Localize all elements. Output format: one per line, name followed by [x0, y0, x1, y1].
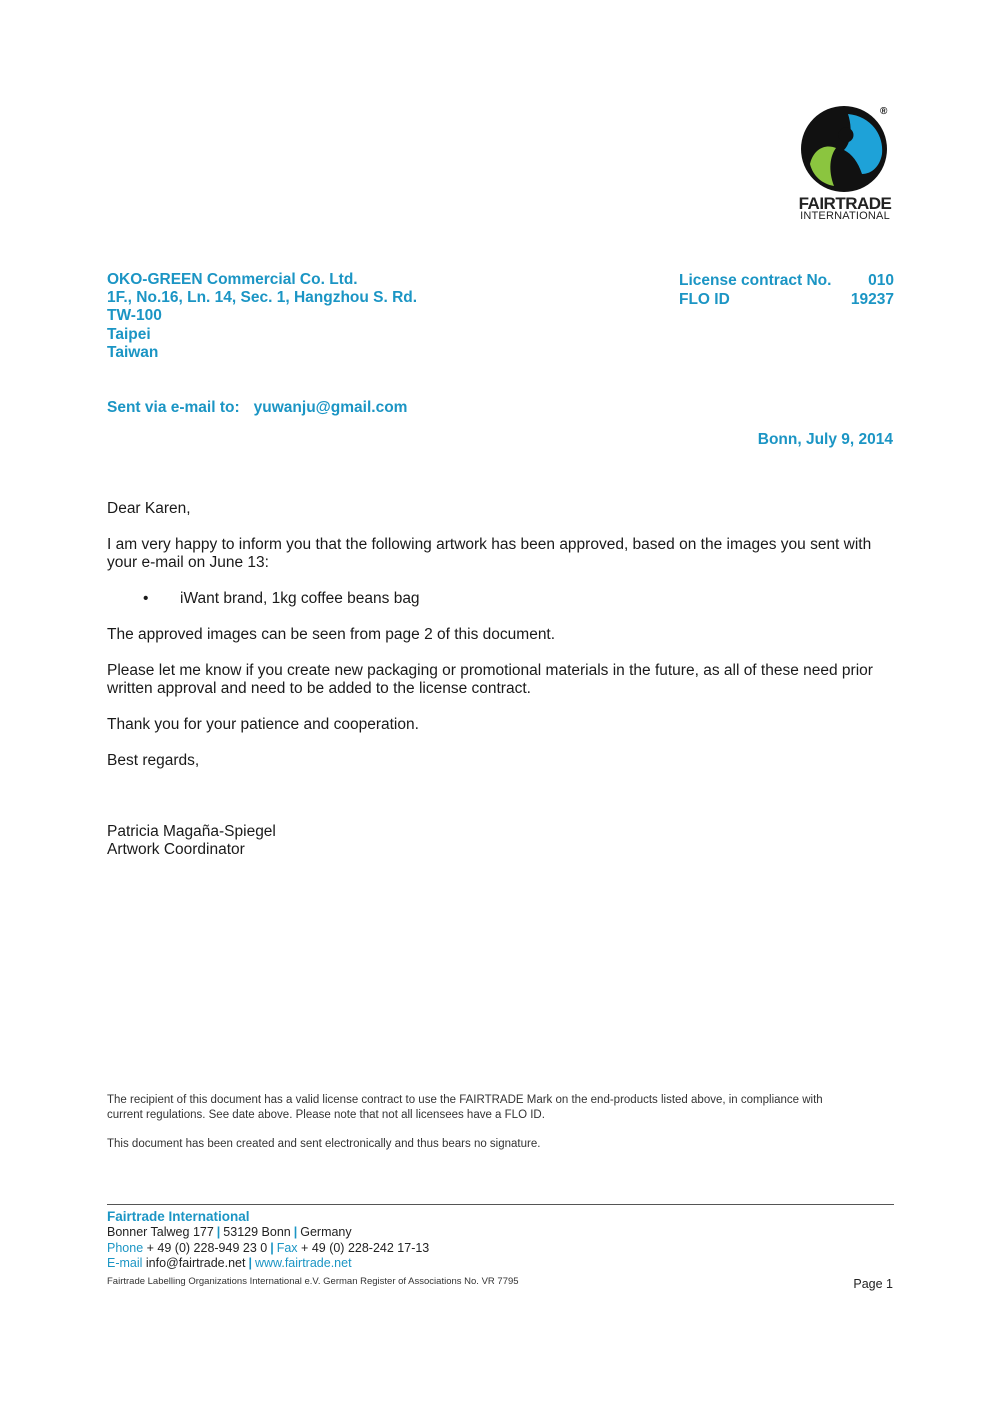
footer-phone: + 49 (0) 228-949 23 0 — [146, 1240, 268, 1255]
footer-contact — [107, 1256, 519, 1272]
license-contract-label: License contract No. — [679, 272, 832, 289]
letter-date: Bonn, July 9, 2014 — [757, 431, 893, 448]
flo-id-label: FLO ID — [679, 291, 730, 308]
recipient-company: OKO-GREEN Commercial Co. Ltd. — [107, 271, 358, 288]
paragraph-thanks: Thank you for your patience and cooperation. — [107, 716, 419, 733]
footer-country: Germany — [300, 1224, 352, 1239]
electronic-notice: This document has been created and sent electronically and thus bears no signature. — [107, 1138, 541, 1150]
footer-separator: | — [293, 1224, 298, 1239]
signer-title: Artwork Coordinator — [107, 841, 245, 858]
recipient-country: Taiwan — [107, 343, 159, 361]
footer — [107, 1209, 519, 1290]
footer-phone-fax — [107, 1241, 519, 1257]
footer-phone-label: Phone — [107, 1240, 144, 1255]
registered-mark: ® — [880, 106, 888, 117]
footer-address — [107, 1225, 519, 1241]
logo-brand-text: FAIRTRADE — [798, 194, 892, 213]
sent-via-email[interactable]: yuwanju@gmail.com — [253, 399, 408, 416]
license-contract-value: 010 — [868, 272, 894, 289]
footer-street: Bonner Talweg 177 — [107, 1224, 214, 1239]
footer-fax: + 49 (0) 228-242 17-13 — [301, 1240, 430, 1255]
flo-id-value: 19237 — [850, 291, 894, 308]
bullet-symbol: • — [143, 590, 149, 607]
paragraph-images: The approved images can be seen from page 2 of this document. — [107, 626, 556, 643]
footer-zip-city: 53129 Bonn — [223, 1224, 291, 1239]
bullet-text: iWant brand, 1kg coffee beans bag — [180, 590, 420, 607]
footer-email[interactable]: info@fairtrade.net — [145, 1256, 246, 1271]
footer-org: Fairtrade International — [107, 1209, 250, 1224]
sent-via-line — [107, 399, 407, 417]
recipient-address — [107, 271, 417, 362]
closing: Best regards, — [107, 752, 200, 769]
recipient-city: Taipei — [107, 325, 151, 343]
footer-fax-label: Fax — [276, 1240, 298, 1255]
footer-registry: Fairtrade Labelling Organizations International e.V. German Register of Associations No. VR 7795 — [107, 1276, 519, 1288]
footer-separator: | — [248, 1256, 252, 1271]
recipient-street: 1F., No.16, Ln. 14, Sec. 1, Hangzhou S. Rd. — [107, 289, 418, 307]
bullet-item — [143, 590, 420, 608]
sent-via-label: Sent via e-mail to: — [107, 399, 240, 416]
signer-name: Patricia Magaña-Spiegel — [107, 823, 276, 840]
paragraph-approval: I am very happy to inform you that the following artwork has been approved, based on the images you sent with your e-mail on June 13: — [107, 536, 872, 571]
footer-divider — [107, 1204, 894, 1205]
fairtrade-logo — [800, 104, 898, 226]
footer-separator: | — [216, 1224, 221, 1239]
recipient-postal: TW-100 — [107, 307, 162, 325]
paragraph-packaging: Please let me know if you create new packaging or promotional materials in the future, as all of these need prior written approval and need to be added to the license contract. — [107, 662, 873, 697]
fairtrade-mark-icon — [800, 104, 892, 194]
footer-email-label: E-mail — [107, 1256, 143, 1271]
license-notice: The recipient of this document has a valid license contract to use the FAIRTRADE Mark on the end-products listed above, in compliance with current regulations. See date above. Please note that not all licensees have a FLO ID. — [107, 1094, 823, 1121]
footer-web-link[interactable]: www.fairtrade.net — [254, 1256, 352, 1271]
logo-sub-text: INTERNATIONAL — [800, 210, 890, 222]
footer-separator: | — [270, 1240, 274, 1255]
salutation: Dear Karen, — [107, 500, 191, 517]
license-info — [679, 271, 894, 309]
page-number: Page 1 — [853, 1277, 893, 1291]
